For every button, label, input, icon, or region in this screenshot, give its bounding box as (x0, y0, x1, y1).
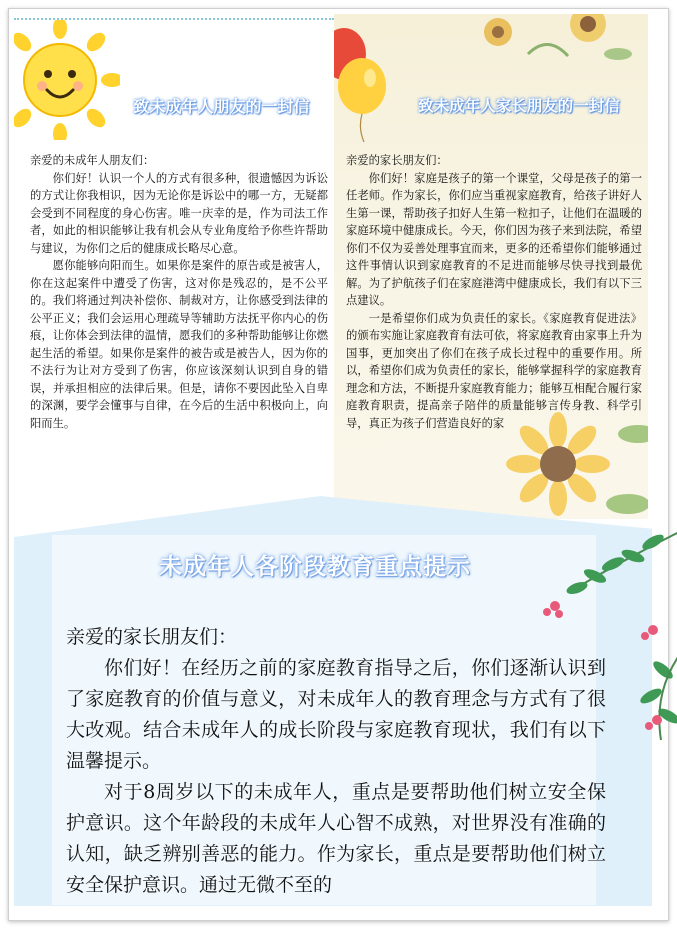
left-letter-paragraph-1: 你们好！认识一个人的方式有很多种，很遗憾因为诉讼的方式让你我相识，因为无论你是诉讼中的哪一方，无疑都会受到不同程度的身心伤害。唯一庆幸的是，作为司法工作者，如此的相识能够让我有机会从专业角度给予你些许帮助与建议，为你们之后的健康成长略尽心意。 (30, 171, 328, 255)
right-letter-paragraph-2: 一是希望你们成为负责任的家长。《家庭教育促进法》的颁布实施让家庭教育有法可依，将家庭教育由家事上升为国事，更加突出了你们在孩子成长过程中的重要作用。所以，希望你们成为负责任的家长，能够掌握科学的家庭教育理念和方法，不断提升家庭教育能力；能够互相配合履行家庭教育职责，提高亲子陪伴的质量能够言传身教、科学引导，真正为孩子们营造良好的家 (346, 311, 642, 430)
bottom-page-body (66, 622, 606, 901)
bottom-page-paragraph-2: 对于8周岁以下的未成年人，重点是要帮助他们树立安全保护意识。这个年龄段的未成年人心智不成熟，对世界没有准确的认知，缺乏辨别善恶的能力。作为家长，重点是要帮助他们树立安全保护意识。通过无微不至的 (66, 781, 606, 896)
flower-decoration-icon (468, 14, 648, 84)
bottom-page-paragraph-1: 你们好！在经历之前的家庭教育指导之后，你们逐渐认识到了家庭教育的价值与意义，对未成年人的教育理念与方式有了很大改观。结合未成年人的成长阶段与家庭教育现状，我们有以下温馨提示。 (66, 657, 606, 772)
right-letter-title: 致未成年人家长朋友的一封信 (418, 97, 620, 115)
left-letter-body (30, 152, 328, 432)
bottom-page-greeting: 亲爱的家长朋友们： (66, 626, 238, 648)
left-letter-title: 致未成年人朋友的一封信 (133, 97, 310, 116)
sun-icon (14, 20, 120, 140)
right-letter-paragraph-1: 你们好！家庭是孩子的第一个课堂，父母是孩子的第一任老师。作为家长，你们应当重视家庭教育，给孩子讲好人生第一课，帮助孩子扣好人生第一粒扣子，让他们在温暖的家庭环境中健康成长。今天，你们因为孩子来到法院，希望你们不仅为妥善处理事宜而来，更多的还希望你们能够通过这件事情认识到家庭教育的不足进而能够尽快寻找到最优解。为了护航孩子们在家庭港湾中健康成长，我们有以下三点建议。 (346, 171, 642, 307)
balloon-icon (334, 24, 394, 144)
left-letter-greeting: 亲爱的未成年人朋友们： (30, 154, 155, 167)
right-letter-body (346, 152, 642, 432)
right-letter-page (334, 14, 648, 519)
left-letter-paragraph-2: 愿你能够向阳而生。如果你是案件的原告或是被害人，你在这起案件中遭受了伤害，这对你是残忍的，是不公平的。我们将通过判决补偿你、制裁对方，让你感受到法律的公平正义；我们会运用心理疏导等辅助方法抚平你内心的伤痕，让你体会到法律的温情，愿我们的多种帮助能够让你燃起生活的希望。如果你是案件的被告或是被告人，因为你的不法行为让对方受到了伤害，你应该深刻认识到自身的错误，并承担相应的法律后果。但是，请你不要因此坠入自卑的深渊，要学会懂事与自律，在今后的生活中积极向上，向阳而生。 (30, 259, 328, 430)
right-letter-greeting: 亲爱的家长朋友们： (346, 154, 448, 167)
left-letter-page (14, 14, 334, 519)
bottom-page-title: 未成年人各阶段教育重点提示 (159, 554, 471, 580)
